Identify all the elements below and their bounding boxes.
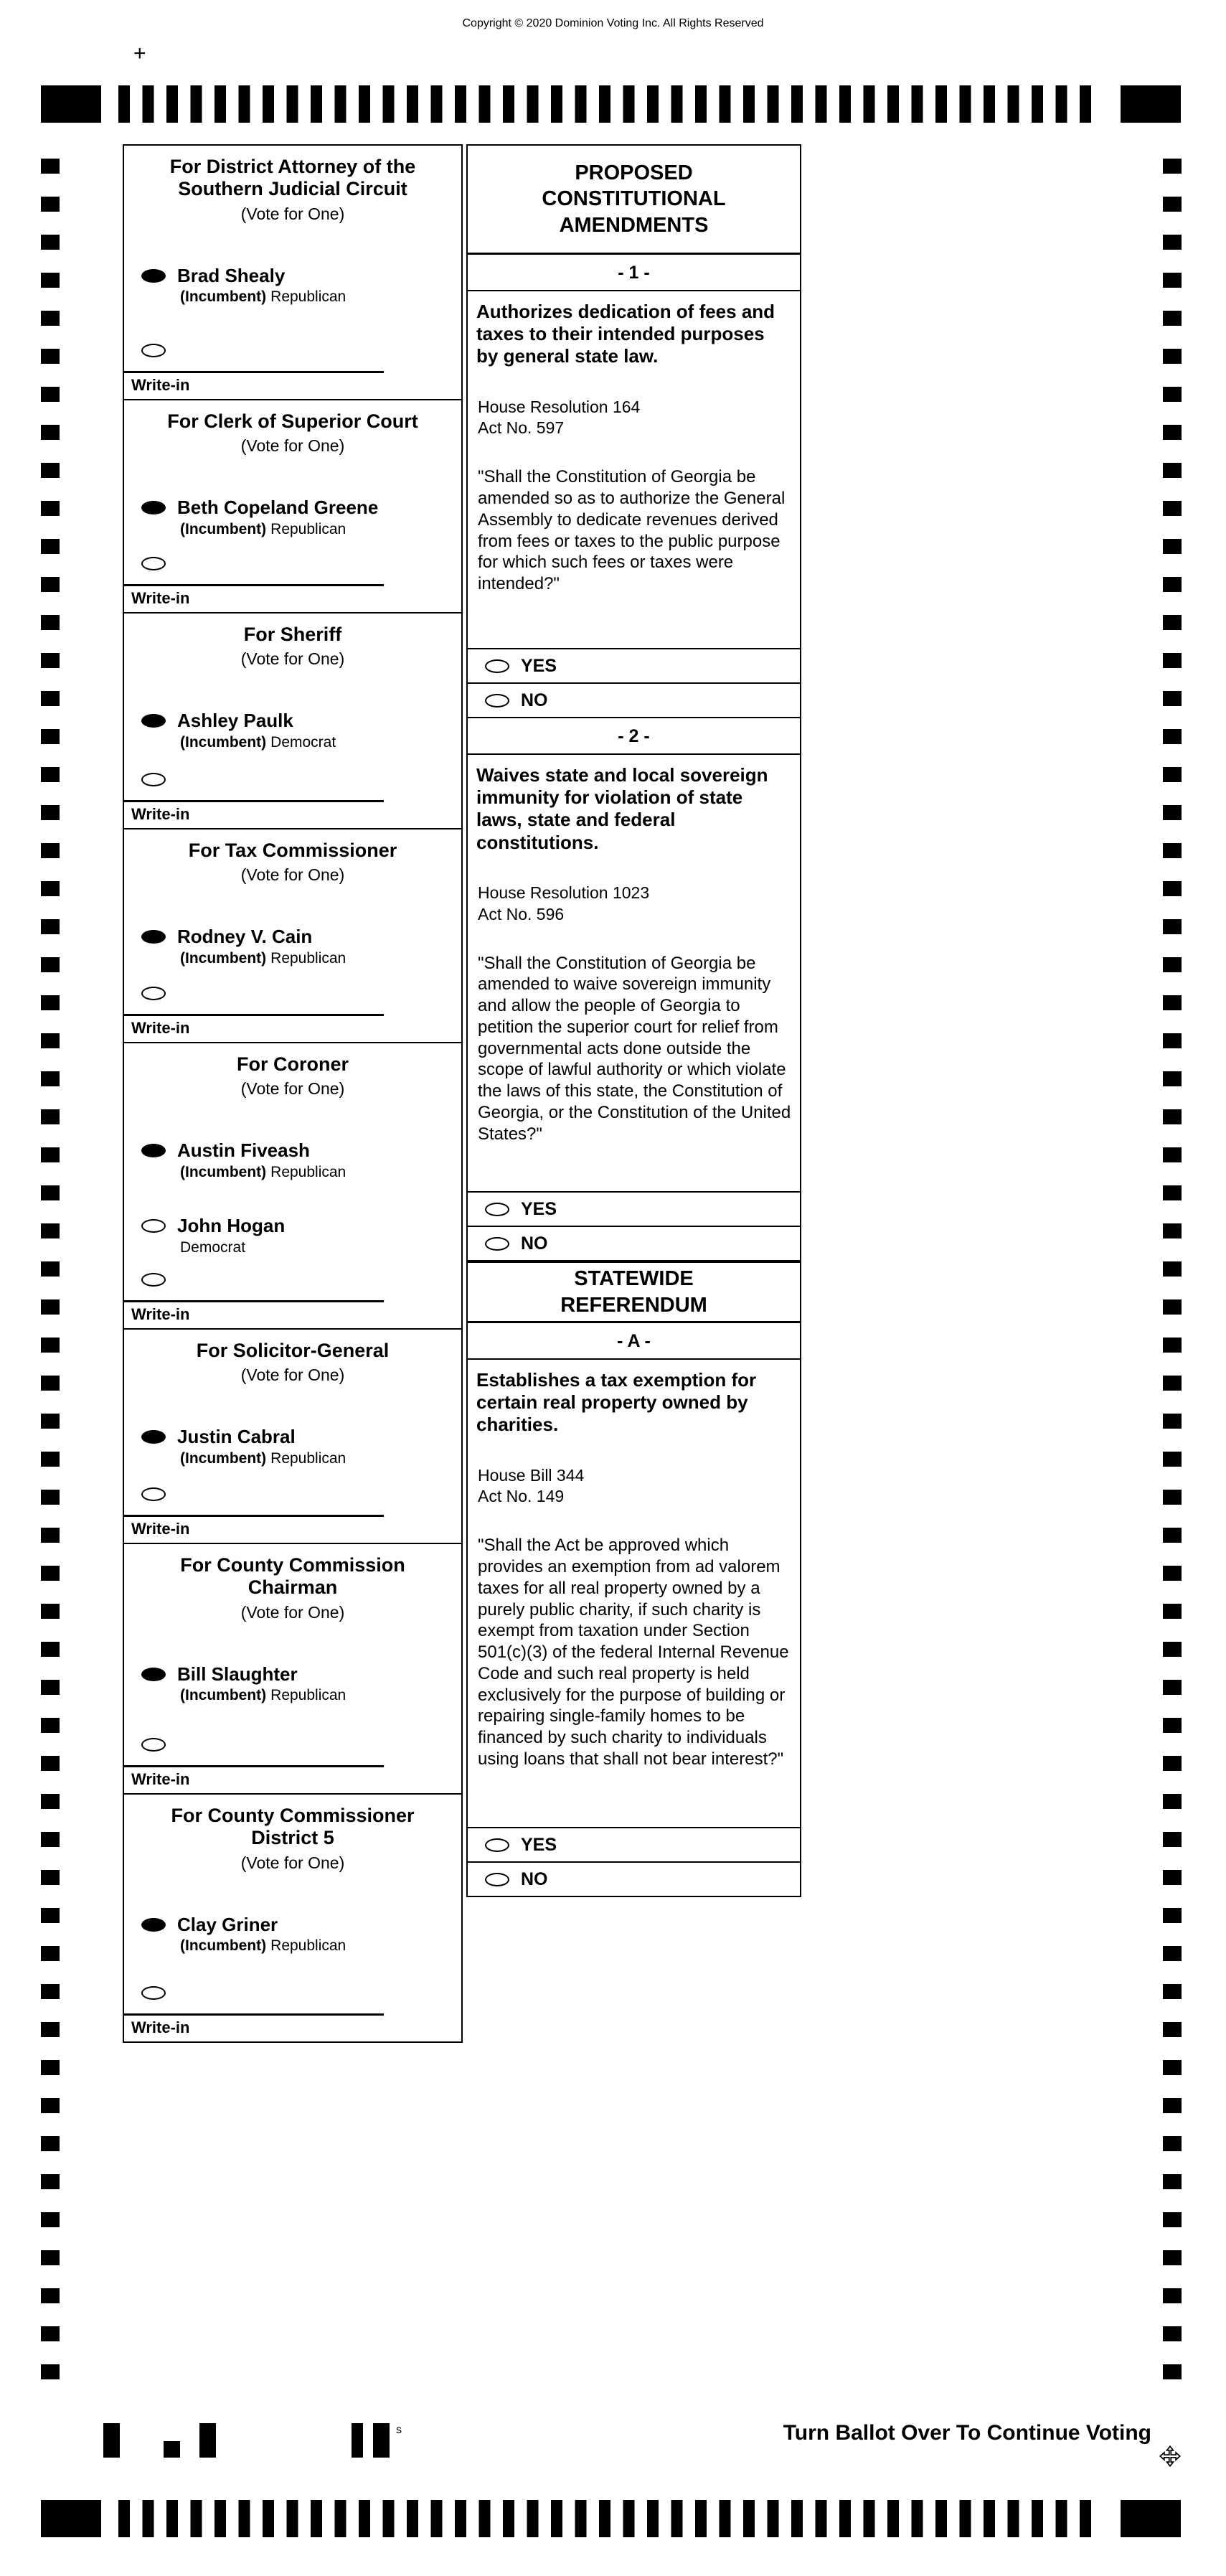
write-in-oval[interactable] bbox=[141, 773, 166, 786]
write-in-section bbox=[124, 2013, 461, 2037]
candidate-detail bbox=[180, 1687, 346, 1704]
vote-for-instruction: (Vote for One) bbox=[240, 436, 345, 456]
candidate-list bbox=[124, 1426, 461, 1467]
measure-reference-line: Act No. 597 bbox=[478, 418, 565, 438]
candidate-oval[interactable] bbox=[141, 930, 166, 944]
write-in-oval[interactable] bbox=[141, 1986, 166, 2000]
copyright-notice: Copyright © 2020 Dominion Voting Inc. All Rights Reserved bbox=[462, 17, 764, 29]
candidate-row bbox=[141, 265, 461, 306]
ballot-code-glyph: s bbox=[396, 2424, 402, 2436]
candidate-name: John Hogan bbox=[177, 1214, 286, 1236]
candidate-row bbox=[141, 1216, 461, 1256]
amendment-1 bbox=[468, 255, 800, 718]
party-label: Republican bbox=[270, 1163, 346, 1180]
no-label: NO bbox=[521, 1233, 548, 1254]
write-in-section bbox=[124, 1765, 461, 1789]
contest-title bbox=[124, 1554, 461, 1599]
write-in-oval[interactable] bbox=[141, 344, 166, 357]
vote-for-instruction: (Vote for One) bbox=[240, 1079, 345, 1099]
contest-title bbox=[124, 840, 461, 862]
party-label: Republican bbox=[270, 1937, 346, 1955]
yes-choice bbox=[468, 648, 800, 682]
incumbent-label: (Incumbent) bbox=[180, 520, 267, 537]
timing-block bbox=[1121, 85, 1181, 123]
measure-reference bbox=[478, 883, 791, 926]
measure-question: "Shall the Act be approved which provides an exemption from ad valorem taxes for all real property owned by a purely public charity, if such charity is exempt from taxation under Section 501(c)(3) of the federal Internal Revenue Code and such real property is held exclusively for the purpose of building or repairing single-family homes to be financed by such charity to individuals using loans that shall not bear interest?" bbox=[478, 1536, 789, 1769]
yes-choice bbox=[468, 1827, 800, 1861]
measure-choices bbox=[468, 1191, 800, 1260]
candidate-oval[interactable] bbox=[141, 1918, 166, 1932]
write-in-section bbox=[124, 800, 461, 824]
contest-title-line: For County Commissioner bbox=[171, 1805, 415, 1826]
contest-title-line: For Tax Commissioner bbox=[188, 840, 397, 861]
write-in-line[interactable] bbox=[124, 1765, 384, 1767]
timing-marks-bottom bbox=[41, 2500, 1181, 2537]
candidate-row bbox=[141, 1664, 461, 1705]
measure-choices bbox=[468, 1827, 800, 1896]
write-in-label: Write-in bbox=[131, 1770, 190, 1788]
write-in-section bbox=[124, 1300, 461, 1324]
amendments-header-line: AMENDMENTS bbox=[559, 213, 709, 237]
incumbent-label: (Incumbent) bbox=[180, 1163, 267, 1180]
yes-label: YES bbox=[521, 1198, 557, 1219]
ballot-code-mark bbox=[352, 2423, 363, 2458]
measure-question: "Shall the Constitution of Georgia be amended to waive sovereign immunity and allow the people of Georgia to petition the superior court for relief from governmental acts done outside the scope of lawful authority or which violate the laws of this state, the Constitution of Georgia, or the Constitution of the United States?" bbox=[478, 953, 791, 1144]
contest-title bbox=[124, 410, 461, 433]
vote-for-instruction: (Vote for One) bbox=[240, 1602, 345, 1622]
party-label: Democrat bbox=[270, 733, 336, 751]
candidate-name: Austin Fiveash bbox=[177, 1139, 310, 1162]
candidate-detail bbox=[180, 521, 378, 538]
candidate-oval[interactable] bbox=[141, 714, 166, 728]
candidate-info bbox=[177, 497, 378, 538]
incumbent-label: (Incumbent) bbox=[180, 733, 267, 751]
candidate-oval[interactable] bbox=[141, 1144, 166, 1157]
candidate-oval[interactable] bbox=[141, 1668, 166, 1681]
write-in-oval[interactable] bbox=[141, 1487, 166, 1501]
timing-marks-top bbox=[41, 85, 1181, 123]
candidate-name: Clay Griner bbox=[177, 1913, 278, 1935]
contest-title-line: For District Attorney of the bbox=[169, 156, 416, 177]
write-in-oval[interactable] bbox=[141, 557, 166, 570]
candidate-name: Brad Shealy bbox=[177, 264, 286, 286]
candidate-detail bbox=[180, 288, 346, 306]
contest-solicitor-general bbox=[124, 1330, 461, 1544]
registration-mark: + bbox=[133, 42, 146, 65]
write-in-label: Write-in bbox=[131, 1520, 190, 1538]
contest-title-line: For County Commission bbox=[180, 1554, 405, 1576]
candidate-row bbox=[141, 1426, 461, 1467]
contest-title-line: For Coroner bbox=[236, 1053, 349, 1075]
contest-tax-commissioner bbox=[124, 829, 461, 1043]
party-label: Republican bbox=[270, 1687, 346, 1704]
contest-title-line: Southern Judicial Circuit bbox=[178, 178, 407, 200]
candidate-info bbox=[177, 1216, 285, 1256]
candidate-oval[interactable] bbox=[141, 1219, 166, 1233]
party-label: Republican bbox=[270, 520, 346, 537]
write-in-label: Write-in bbox=[131, 376, 190, 394]
incumbent-label: (Incumbent) bbox=[180, 949, 267, 967]
no-choice bbox=[468, 1226, 800, 1260]
measure-reference-line: Act No. 149 bbox=[478, 1487, 565, 1506]
contest-title bbox=[124, 1340, 461, 1362]
incumbent-label: (Incumbent) bbox=[180, 288, 267, 306]
write-in-section bbox=[124, 371, 461, 395]
timing-bars bbox=[118, 85, 1103, 123]
incumbent-label: (Incumbent) bbox=[180, 1687, 267, 1704]
ballot-code-mark bbox=[199, 2423, 216, 2458]
vote-for-instruction: (Vote for One) bbox=[240, 649, 345, 669]
candidate-detail bbox=[180, 1239, 285, 1256]
candidate-oval[interactable] bbox=[141, 1430, 166, 1444]
vote-for-instruction: (Vote for One) bbox=[240, 1365, 345, 1385]
yes-label: YES bbox=[521, 1834, 557, 1855]
write-in-oval[interactable] bbox=[141, 1738, 166, 1752]
measure-reference-line: House Resolution 1023 bbox=[478, 883, 650, 902]
vote-for-instruction: (Vote for One) bbox=[240, 865, 345, 885]
write-in-line[interactable] bbox=[124, 1515, 384, 1517]
contest-title-line: Chairman bbox=[247, 1576, 338, 1599]
write-in-label: Write-in bbox=[131, 2018, 190, 2036]
incumbent-label: (Incumbent) bbox=[180, 1937, 267, 1955]
measure-number: - 1 - bbox=[468, 255, 800, 291]
yes-choice bbox=[468, 1191, 800, 1226]
party-label: Democrat bbox=[180, 1238, 246, 1256]
timing-marks-left bbox=[41, 159, 60, 2383]
referendum-header bbox=[468, 1261, 800, 1323]
contest-title bbox=[124, 156, 461, 201]
candidate-row bbox=[141, 1140, 461, 1181]
timing-block bbox=[1121, 2500, 1181, 2537]
write-in-line[interactable] bbox=[124, 584, 384, 586]
contest-clerk-superior-court bbox=[124, 400, 461, 614]
measure-reference-line: House Resolution 164 bbox=[478, 397, 641, 416]
write-in-label: Write-in bbox=[131, 805, 190, 823]
contest-title-line: For Sheriff bbox=[243, 624, 342, 645]
no-oval[interactable] bbox=[485, 1873, 509, 1886]
party-label: Republican bbox=[270, 288, 346, 306]
candidate-list bbox=[124, 1664, 461, 1705]
timing-bars bbox=[118, 2500, 1103, 2537]
contest-title bbox=[124, 1053, 461, 1076]
measure-reference bbox=[478, 1465, 791, 1508]
party-label: Republican bbox=[270, 1449, 346, 1467]
party-label: Republican bbox=[270, 949, 346, 967]
no-oval[interactable] bbox=[485, 1237, 509, 1251]
write-in-line[interactable] bbox=[124, 1014, 384, 1016]
write-in-label: Write-in bbox=[131, 1019, 190, 1037]
yes-oval[interactable] bbox=[485, 1838, 509, 1852]
yes-oval[interactable] bbox=[485, 1203, 509, 1216]
write-in-section bbox=[124, 1515, 461, 1538]
candidate-info bbox=[177, 710, 336, 751]
write-in-line[interactable] bbox=[124, 800, 384, 802]
measure-choices bbox=[468, 648, 800, 717]
measure-summary: Establishes a tax exemption for certain real property owned by charities. bbox=[476, 1369, 757, 1436]
measure-number: - A - bbox=[468, 1323, 800, 1360]
contest-title-line: For Solicitor-General bbox=[196, 1340, 390, 1361]
candidate-detail bbox=[180, 950, 346, 967]
candidate-detail bbox=[180, 1937, 346, 1955]
contest-title bbox=[124, 1805, 461, 1850]
write-in-label: Write-in bbox=[131, 1305, 190, 1323]
timing-block bbox=[41, 2500, 101, 2537]
candidate-detail bbox=[180, 1164, 346, 1181]
candidate-row bbox=[141, 926, 461, 967]
measure-summary: Waives state and local sovereign immunity for violation of state laws, state and federal constitutions. bbox=[476, 764, 768, 853]
measure-reference-line: House Bill 344 bbox=[478, 1465, 585, 1485]
no-oval[interactable] bbox=[485, 694, 509, 708]
measure-reference-line: Act No. 596 bbox=[478, 904, 565, 923]
candidate-info bbox=[177, 926, 346, 967]
candidate-name: Beth Copeland Greene bbox=[177, 497, 379, 519]
measures-column bbox=[466, 144, 801, 1897]
candidate-list bbox=[124, 710, 461, 751]
candidate-detail bbox=[180, 734, 336, 751]
amendments-header-line: CONSTITUTIONAL bbox=[542, 187, 726, 211]
candidate-info bbox=[177, 1140, 346, 1181]
write-in-line[interactable] bbox=[124, 371, 384, 373]
incumbent-label: (Incumbent) bbox=[180, 1449, 267, 1467]
candidate-oval[interactable] bbox=[141, 269, 166, 283]
vote-for-instruction: (Vote for One) bbox=[240, 1853, 345, 1872]
candidate-info bbox=[177, 1426, 346, 1467]
candidate-name: Justin Cabral bbox=[177, 1426, 296, 1448]
candidate-list bbox=[124, 926, 461, 967]
no-choice bbox=[468, 682, 800, 717]
measure-question: "Shall the Constitution of Georgia be amended so as to authorize the General Assembly to dedicate revenues derived from fees or taxes to the public purpose for which such fees or taxes were intended?" bbox=[478, 467, 786, 594]
candidate-row bbox=[141, 710, 461, 751]
write-in-section bbox=[124, 584, 461, 608]
candidate-detail bbox=[180, 1450, 346, 1467]
candidate-name: Rodney V. Cain bbox=[177, 926, 313, 948]
candidate-list bbox=[124, 265, 461, 306]
write-in-oval[interactable] bbox=[141, 987, 166, 1000]
write-in-section bbox=[124, 1014, 461, 1038]
candidate-info bbox=[177, 1914, 346, 1955]
vote-for-instruction: (Vote for One) bbox=[240, 204, 345, 223]
candidate-row bbox=[141, 497, 461, 538]
candidate-info bbox=[177, 1664, 346, 1705]
write-in-label: Write-in bbox=[131, 589, 190, 607]
measure-number: - 2 - bbox=[468, 718, 800, 755]
candidate-info bbox=[177, 265, 346, 306]
referendum-a bbox=[468, 1323, 800, 1896]
candidate-list bbox=[124, 1914, 461, 1955]
ballot-code-mark bbox=[103, 2423, 120, 2458]
contest-title-line: District 5 bbox=[251, 1827, 334, 1849]
amendments-header bbox=[468, 146, 800, 255]
measure-reference bbox=[478, 397, 791, 440]
candidate-list bbox=[124, 497, 461, 538]
ballot-code-mark bbox=[373, 2423, 390, 2458]
amendments-header-line: PROPOSED bbox=[575, 161, 693, 185]
candidate-name: Ashley Paulk bbox=[177, 710, 293, 732]
candidate-row bbox=[141, 1914, 461, 1955]
contest-county-commissioner-district-5 bbox=[124, 1795, 461, 2041]
candidate-oval[interactable] bbox=[141, 501, 166, 514]
timing-marks-right bbox=[1163, 159, 1182, 2383]
contest-county-commission-chairman bbox=[124, 1544, 461, 1795]
no-label: NO bbox=[521, 690, 548, 710]
yes-oval[interactable] bbox=[485, 659, 509, 673]
no-choice bbox=[468, 1861, 800, 1896]
write-in-oval[interactable] bbox=[141, 1273, 166, 1287]
contest-title bbox=[124, 624, 461, 646]
yes-label: YES bbox=[521, 655, 557, 676]
contest-sheriff bbox=[124, 614, 461, 829]
timing-block bbox=[41, 85, 101, 123]
ballot-code-mark bbox=[164, 2441, 180, 2458]
measure-summary: Authorizes dedication of fees and taxes to their intended purposes by general state law. bbox=[476, 301, 775, 367]
write-in-line[interactable] bbox=[124, 2013, 384, 2016]
no-label: NO bbox=[521, 1868, 548, 1889]
referendum-header-line: STATEWIDE bbox=[574, 1267, 694, 1291]
contest-district-attorney bbox=[124, 146, 461, 400]
contest-coroner bbox=[124, 1043, 461, 1330]
amendment-2 bbox=[468, 718, 800, 1261]
candidate-name: Bill Slaughter bbox=[177, 1663, 298, 1685]
contest-title-line: For Clerk of Superior Court bbox=[167, 410, 418, 432]
write-in-line[interactable] bbox=[124, 1300, 384, 1302]
candidate-list bbox=[124, 1140, 461, 1256]
four-way-arrow-icon bbox=[1159, 2445, 1181, 2471]
turn-over-instruction: Turn Ballot Over To Continue Voting bbox=[783, 2421, 1151, 2445]
contests-column bbox=[123, 144, 463, 2043]
referendum-header-line: REFERENDUM bbox=[560, 1293, 707, 1317]
